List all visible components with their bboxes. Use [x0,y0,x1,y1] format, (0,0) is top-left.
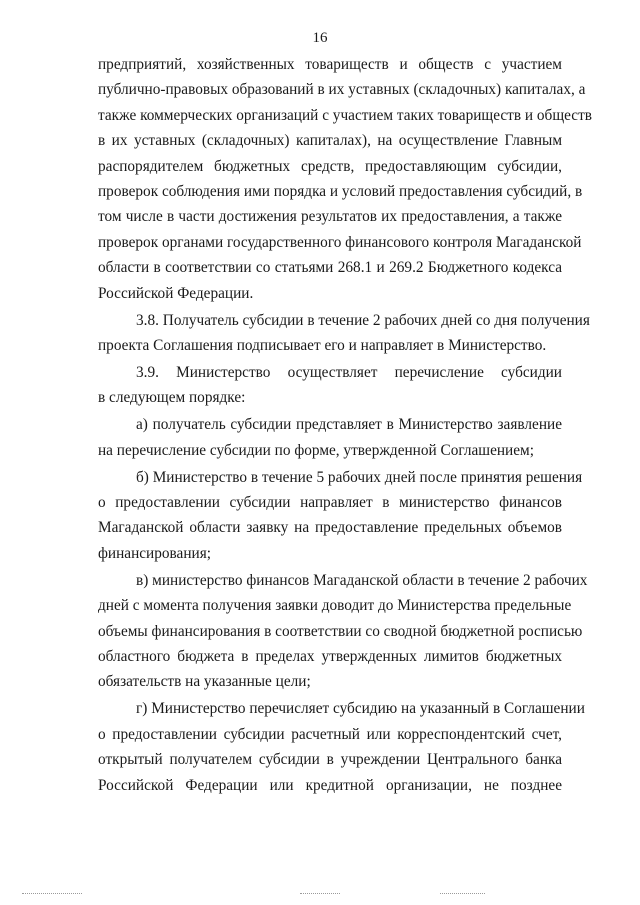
text-line: 3.9. Министерство осуществляет перечисление субсидии [136,363,562,381]
text-line: обязательств на указанные цели; [98,673,311,691]
text-line: о предоставлении субсидии расчетный или корреспондентский счет, [98,725,562,743]
text-line: также коммерческих организаций с участием таких товариществ и обществ [98,106,592,124]
text-line: областного бюджета в пределах утвержденных лимитов бюджетных [98,647,562,665]
scan-mark [300,893,340,895]
text-line: финансирования; [98,544,212,562]
text-line: проекта Соглашения подписывает его и направляет в Министерство. [98,336,547,354]
scan-edge-marks [0,893,640,897]
text-line: 3.8. Получатель субсидии в течение 2 рабочих дней со дня получения [136,311,590,329]
text-line: области в соответствии со статьями 268.1 и 269.2 Бюджетного кодекса [98,259,562,277]
text-line: в следующем порядке: [98,389,246,407]
text-line: открытый получателем субсидии в учреждении Центрального банка [98,751,562,769]
text-line: в) министерство финансов Магаданской области в течение 2 рабочих [136,571,588,589]
text-line: г) Министерство перечисляет субсидию на указанный в Соглашении [136,700,585,718]
page-number: 16 [312,30,328,46]
text-line: Российской Федерации. [98,284,254,302]
text-line: проверок органами государственного финансового контроля Магаданской [98,233,582,251]
body-text [98,52,592,798]
text-line: в их уставных (складочных) капиталах), на осуществление Главным [98,132,562,150]
scan-mark [440,893,485,895]
text-line: Российской Федерации или кредитной организации, не позднее [98,776,562,794]
text-line: публично-правовых образований в их уставных (складочных) капиталах, а [98,81,586,99]
text-line: б) Министерство в течение 5 рабочих дней после принятия решения [136,468,583,486]
text-line: том числе в части достижения результатов их предоставления, а также [98,208,562,226]
text-line: распорядителем бюджетных средств, предоставляющим субсидии, [98,157,562,175]
text-line: Магаданской области заявку на предоставление предельных объемов [98,519,562,537]
text-line: о предоставлении субсидии направляет в министерство финансов [98,494,562,512]
text-line: предприятий, хозяйственных товариществ и обществ с участием [98,56,562,73]
scan-mark [22,893,82,895]
text-line: на перечисление субсидии по форме, утвержденной Соглашением; [98,441,534,459]
text-line: а) получатель субсидии представляет в Министерство заявление [136,416,562,434]
text-line: объемы финансирования в соответствии со сводной бюджетной росписью [98,622,583,640]
text-line: проверок соблюдения ими порядка и условий предоставления субсидий, в [98,182,583,200]
text-line: дней с момента получения заявки доводит до Министерства предельные [98,597,572,615]
